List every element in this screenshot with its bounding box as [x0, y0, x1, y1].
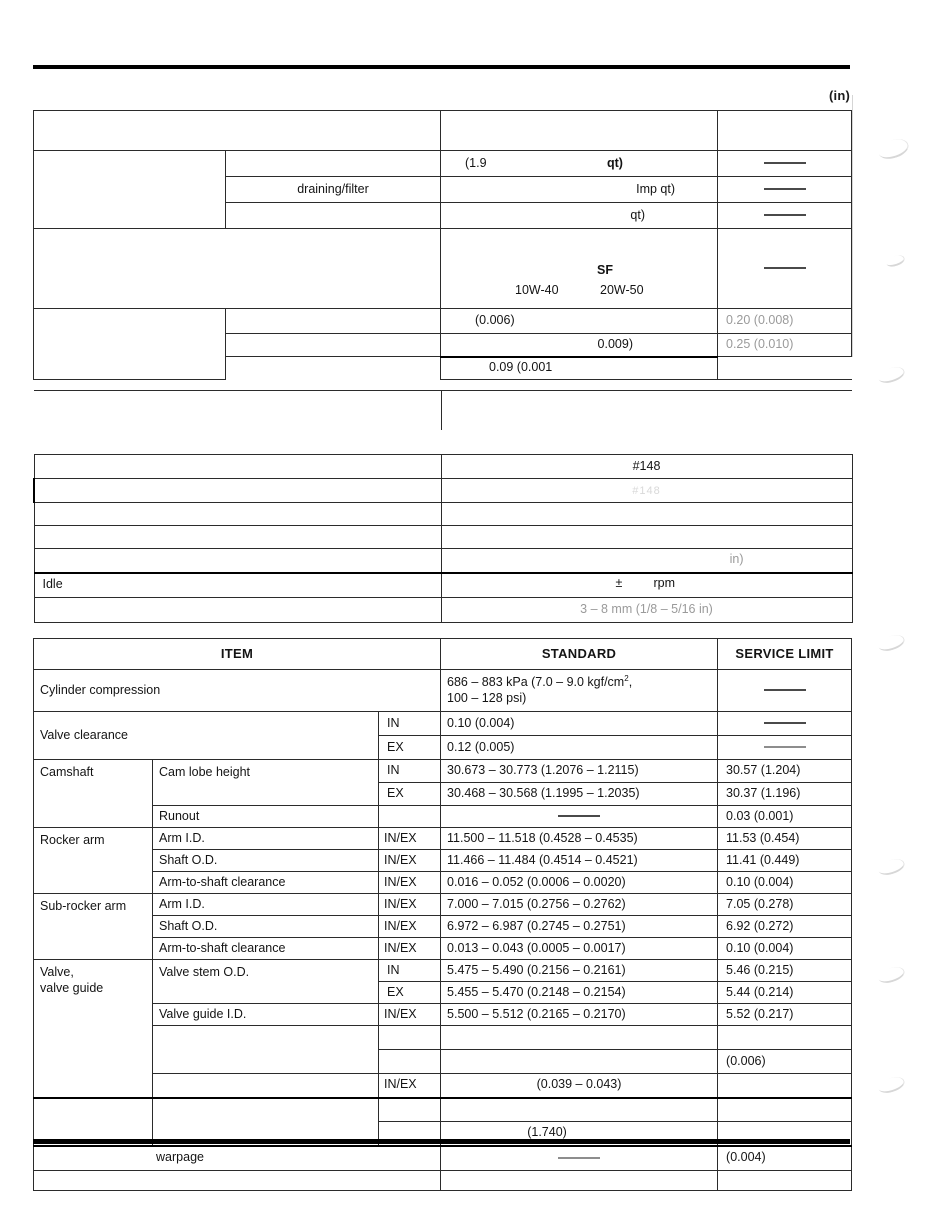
cell-standard-valve-clearance-in: 0.10 (0.004) — [441, 712, 718, 736]
table-row — [34, 1098, 852, 1122]
header-item: ITEM — [34, 639, 441, 670]
cell-recommended-oil-value — [441, 229, 718, 309]
table-row — [34, 712, 852, 736]
table-row — [34, 455, 852, 479]
cell-blank — [226, 111, 441, 151]
oil-api-grade: SF — [597, 262, 613, 277]
oil-capacity-liters: (1.9 — [465, 155, 487, 170]
cell-tuneup-header-item — [34, 391, 441, 430]
cell-item-valve-valve-guide — [34, 960, 153, 1098]
table-row — [34, 309, 852, 334]
cell-oil-capacity-imp: Imp qt) — [441, 177, 718, 203]
table-row — [34, 598, 852, 623]
compression-psi: 100 – 128 psi) — [447, 691, 527, 706]
table-row — [34, 503, 852, 526]
cell-blank — [379, 1098, 441, 1122]
lubrication-spec-table — [33, 110, 852, 380]
table-row — [34, 526, 852, 549]
cell-standard-subrocker-shaft-od: 6.972 – 6.987 (0.2745 – 0.2751) — [441, 916, 718, 938]
table-row — [34, 1074, 852, 1098]
cell-standard-rocker-clearance: 0.016 – 0.052 (0.0006 – 0.0020) — [441, 872, 718, 894]
cell-blank — [718, 1171, 852, 1191]
cell-blank — [379, 806, 441, 828]
page-bottom-rule — [33, 1139, 850, 1144]
table-row — [34, 430, 852, 455]
cell-limit-runout: 0.03 (0.001) — [718, 806, 852, 828]
table-row — [34, 549, 852, 573]
cell-limit-none — [718, 736, 852, 760]
cell-standard-rocker-shaft-od: 11.466 – 11.484 (0.4514 – 0.4521) — [441, 850, 718, 872]
page-curl-artifact-6 — [876, 964, 906, 986]
cell-draining-filter-label: draining/filter — [226, 177, 441, 203]
table-row — [34, 1146, 852, 1171]
cell-item-camshaft: Camshaft — [34, 760, 153, 828]
page-curl-artifact-3 — [876, 364, 906, 386]
cell-limit-valve-stem-ex: 5.44 (0.214) — [718, 982, 852, 1004]
cell-inex-in: IN — [379, 960, 441, 982]
cell-inex-ex: EX — [379, 783, 441, 806]
cell-blank — [379, 1050, 441, 1074]
cell-inex-ex: EX — [379, 736, 441, 760]
cell-standard-cam-lobe-in: 30.673 – 30.773 (1.2076 – 1.2115) — [441, 760, 718, 783]
cell-subitem-runout: Runout — [153, 806, 379, 828]
cell-blank — [441, 111, 718, 151]
cell-limit-none — [718, 712, 852, 736]
cell-oil-capacity-value — [441, 151, 718, 177]
cell-spark-plug-value: #148 — [441, 455, 852, 479]
cell-blank — [441, 526, 852, 549]
cell-no-service-limit — [718, 151, 852, 177]
cell-inex-inex: IN/EX — [379, 1004, 441, 1026]
scan-seam-artifact — [852, 95, 853, 357]
cell-subitem-arm-to-shaft-clearance: Arm-to-shaft clearance — [153, 938, 379, 960]
table-row — [34, 960, 852, 982]
table-row — [34, 850, 852, 872]
cell-limit-cam-lobe-ex: 30.37 (1.196) — [718, 783, 852, 806]
cell-limit-cam-lobe-in: 30.57 (1.204) — [718, 760, 852, 783]
page-curl-artifact-5 — [876, 856, 906, 878]
cell-clearance-group-label — [34, 309, 226, 380]
table-row — [34, 111, 852, 151]
cell-oil-capacity-us: qt) — [441, 203, 718, 229]
cell-standard-rocker-arm-id: 11.500 – 11.518 (0.4528 – 0.4535) — [441, 828, 718, 850]
cell-blank — [34, 479, 441, 503]
cell-standard-cam-lobe-ex: 30.468 – 30.568 (1.1995 – 1.2035) — [441, 783, 718, 806]
cell-blank — [718, 1098, 852, 1122]
cell-blank — [34, 111, 226, 151]
table-row — [34, 828, 852, 850]
cell-item-valve-clearance: Valve clearance — [34, 712, 379, 760]
table-header-row — [34, 639, 852, 670]
cell-ghost-value — [441, 479, 852, 503]
cell-limit-rocker-clearance: 0.10 (0.004) — [718, 872, 852, 894]
cell-blank — [153, 1026, 379, 1074]
cell-subitem-arm-id: Arm I.D. — [153, 894, 379, 916]
cell-item-sub-rocker-arm: Sub-rocker arm — [34, 894, 153, 960]
cell-blank — [226, 203, 441, 229]
cell-subitem-arm-id: Arm I.D. — [153, 828, 379, 850]
page-curl-artifact-1 — [876, 136, 911, 163]
table-row — [34, 894, 852, 916]
cell-subitem-cam-lobe-height: Cam lobe height — [153, 760, 379, 806]
cell-inex-inex: IN/EX — [379, 1074, 441, 1098]
cell-blank — [441, 1050, 718, 1074]
cell-limit-warpage: (0.004) — [718, 1146, 852, 1171]
oil-capacity-unit: qt) — [607, 155, 623, 170]
cell-limit-subrocker-shaft-od: 6.92 (0.272) — [718, 916, 852, 938]
cell-blank — [441, 503, 852, 526]
cell-subitem-shaft-od: Shaft O.D. — [153, 916, 379, 938]
cell-limit-rocker-shaft-od: 11.41 (0.449) — [718, 850, 852, 872]
table-row — [34, 1171, 852, 1191]
cell-subitem-valve-guide-id: Valve guide I.D. — [153, 1004, 379, 1026]
table-row — [34, 670, 852, 712]
table-row — [34, 760, 852, 783]
cell-inex-inex: IN/EX — [379, 894, 441, 916]
cell-limit-stem-to-guide: (0.006) — [718, 1050, 852, 1074]
cell-inex-inex: IN/EX — [379, 916, 441, 938]
table-row — [34, 806, 852, 828]
cell-standard-none — [441, 1146, 718, 1171]
cell-standard-stem-to-guide: (0.039 – 0.043) — [441, 1074, 718, 1098]
page-curl-artifact-2 — [885, 253, 906, 268]
cell-spacer — [34, 430, 441, 455]
cell-standard-valve-guide-id: 5.500 – 5.512 (0.2165 – 0.2170) — [441, 1004, 718, 1026]
cell-inex-inex: IN/EX — [379, 872, 441, 894]
cell-subitem-arm-to-shaft-clearance: Arm-to-shaft clearance — [153, 872, 379, 894]
compression-comma: , — [628, 675, 633, 690]
table-row — [34, 938, 852, 960]
cell-subitem-valve-stem-od: Valve stem O.D. — [153, 960, 379, 1004]
table-row — [34, 872, 852, 894]
cell-blank — [379, 1026, 441, 1050]
cell-no-service-limit — [718, 203, 852, 229]
valve-group-line-2: valve guide — [40, 980, 104, 995]
cell-item-rocker-arm: Rocker arm — [34, 828, 153, 894]
cell-standard-subrocker-clearance: 0.013 – 0.043 (0.0005 – 0.0017) — [441, 938, 718, 960]
page-top-rule — [33, 65, 850, 69]
table-row — [34, 1004, 852, 1026]
cell-blank — [34, 1171, 441, 1191]
cell-inex-inex: IN/EX — [379, 850, 441, 872]
cell-clearance-standard-1: (0.006) — [441, 309, 718, 334]
cell-standard-valve-stem-in: 5.475 – 5.490 (0.2156 – 0.2161) — [441, 960, 718, 982]
idle-unit: rpm — [653, 576, 676, 591]
cell-inex-in: IN — [379, 760, 441, 783]
table-row — [34, 151, 852, 177]
cell-inex-ex: EX — [379, 982, 441, 1004]
page-curl-artifact-7 — [876, 1074, 906, 1096]
cell-blank — [441, 1026, 718, 1050]
oil-viscosity-1: 10W-40 — [515, 282, 559, 297]
cell-blank — [718, 1074, 852, 1098]
cell-blank — [441, 1171, 718, 1191]
cell-blank — [718, 1026, 852, 1050]
cell-clearance-standard-3: 0.09 (0.001 — [441, 357, 718, 380]
cell-limit-none — [718, 670, 852, 712]
compression-kpa: 686 – 883 kPa (7.0 – 9.0 kgf/cm — [447, 675, 625, 690]
tuneup-spec-table — [33, 390, 853, 623]
cell-standard-subrocker-arm-id: 7.000 – 7.015 (0.2756 – 0.2762) — [441, 894, 718, 916]
cell-no-service-limit — [718, 177, 852, 203]
cell-blank — [153, 1074, 379, 1098]
header-standard: STANDARD — [441, 639, 718, 670]
compression-superscript: 2 — [624, 674, 629, 684]
cell-blank — [34, 526, 441, 549]
cell-item-warpage: warpage — [34, 1146, 441, 1171]
cell-limit-subrocker-arm-id: 7.05 (0.278) — [718, 894, 852, 916]
cell-clearance-standard-2: 0.009) — [441, 334, 718, 357]
ghost-text: #148 — [632, 484, 661, 497]
cell-inex-inex: IN/EX — [379, 828, 441, 850]
cell-blank — [34, 598, 441, 623]
cell-standard-none — [441, 806, 718, 828]
cell-recommended-oil-label — [34, 229, 441, 309]
cell-throttle-freeplay-value: 3 – 8 mm (1/8 – 5/16 in) — [441, 598, 852, 623]
cell-blank — [34, 503, 441, 526]
cell-oil-capacity-label — [34, 151, 226, 229]
valve-group-line-1: Valve, — [40, 965, 74, 979]
cell-idle-value — [441, 573, 852, 598]
cell-item-cylinder-compression: Cylinder compression — [34, 670, 441, 712]
unit-caption: (in) — [828, 88, 850, 103]
cell-blank — [226, 357, 441, 380]
table-row — [34, 916, 852, 938]
table-row — [34, 229, 852, 309]
cell-subitem-shaft-od: Shaft O.D. — [153, 850, 379, 872]
cell-limit-subrocker-clearance: 0.10 (0.004) — [718, 938, 852, 960]
cell-inex-inex: IN/EX — [379, 938, 441, 960]
table-row — [34, 479, 852, 503]
engine-spec-table — [33, 638, 852, 1191]
cell-blank — [718, 111, 852, 151]
cell-no-service-limit — [718, 229, 852, 309]
cell-spacer — [441, 430, 852, 455]
table-row — [34, 573, 852, 598]
cell-standard-valve-clearance-ex: 0.12 (0.005) — [441, 736, 718, 760]
cell-blank — [34, 549, 441, 573]
table-row — [34, 1026, 852, 1050]
cell-limit-valve-guide-id: 5.52 (0.217) — [718, 1004, 852, 1026]
cell-blank — [226, 151, 441, 177]
cell-clearance-limit-2: 0.25 (0.010) — [718, 334, 852, 357]
cell-limit-rocker-arm-id: 11.53 (0.454) — [718, 828, 852, 850]
cell-limit-valve-stem-in: 5.46 (0.215) — [718, 960, 852, 982]
cell-blank — [441, 1098, 718, 1122]
oil-viscosity-2: 20W-50 — [600, 282, 644, 297]
header-service-limit: SERVICE LIMIT — [718, 639, 852, 670]
cell-idle-label: Idle — [34, 573, 441, 598]
cell-tuneup-header-standard — [441, 391, 852, 430]
cell-gap-value: in) — [441, 549, 852, 573]
cell-blank — [718, 357, 852, 380]
cell-inex-in: IN — [379, 712, 441, 736]
cell-blank — [226, 334, 441, 357]
cell-standard-valve-stem-ex: 5.455 – 5.470 (0.2148 – 0.2154) — [441, 982, 718, 1004]
page-curl-artifact-4 — [876, 632, 906, 654]
cell-clearance-limit-1: 0.20 (0.008) — [718, 309, 852, 334]
table-row — [34, 391, 852, 430]
cell-blank — [226, 309, 441, 334]
idle-tolerance-symbol: ± — [615, 576, 623, 591]
cell-standard-head-height: (1.740) — [441, 1122, 718, 1146]
cell-spark-plug-label — [34, 455, 441, 479]
cell-standard-cylinder-compression — [441, 670, 718, 712]
